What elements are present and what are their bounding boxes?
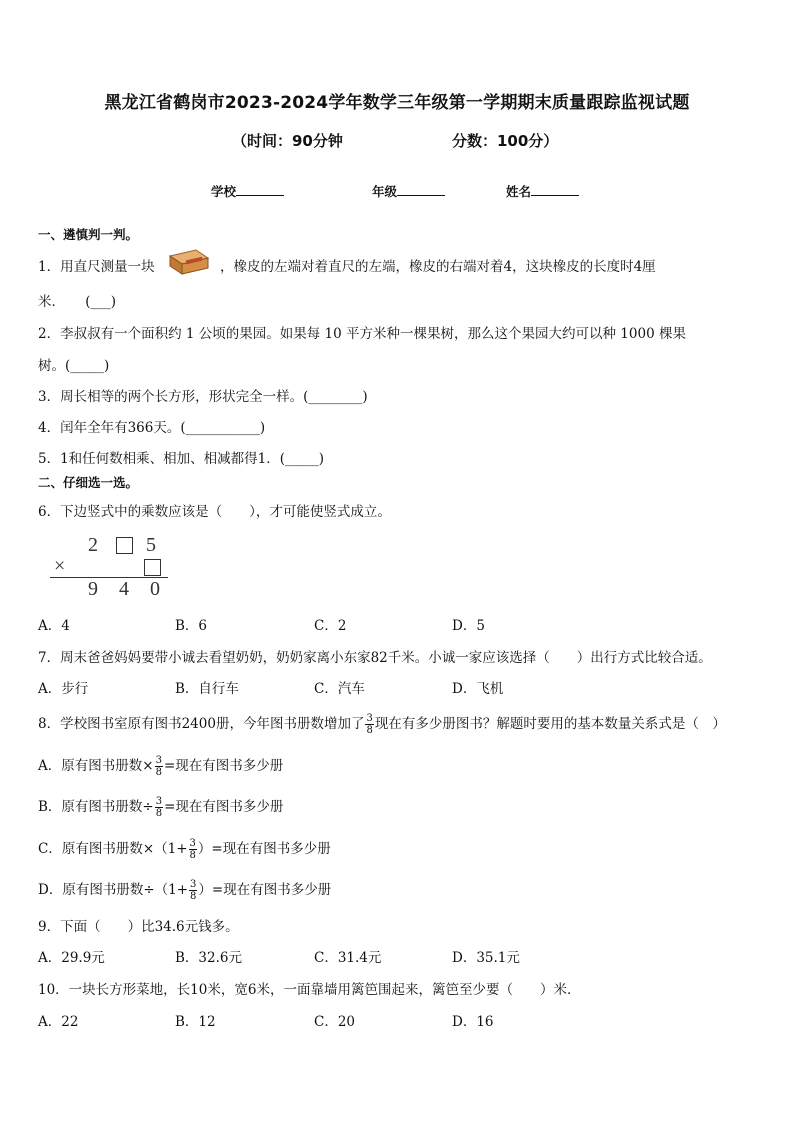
q10-option-a[interactable]: A．22 [38,1014,79,1030]
q8-a-post: =现在有图书多少册 [163,758,284,774]
question-1-line2: 米． (___) [38,294,117,310]
q9-option-d[interactable]: D．35.1元 [452,950,520,966]
school-label: 学校 [211,184,237,199]
blank-box-top [116,537,133,554]
question-8-stem [38,712,726,736]
q8-option-a[interactable] [38,754,283,778]
school-blank [236,183,284,196]
question-2-line2: 树。(_____) [38,358,110,374]
section-judge-heading: 一、遴慎判一判。 [38,227,139,242]
section-choice-heading: 二、仔细选一选。 [38,475,139,490]
grade-blank [397,183,445,196]
q9-option-a[interactable]: A．29.9元 [38,950,105,966]
q8-b-post: =现在有图书多少册 [164,799,284,815]
question-4: 4．闰年全年有366天。(___________) [38,420,266,436]
vertical-multiplication [40,530,180,600]
q10-option-c[interactable]: C．20 [314,1014,356,1030]
q7-option-a[interactable]: A．步行 [38,681,89,697]
q8-option-c[interactable] [38,837,331,861]
q8-d-pre: D．原有图书册数÷（1+ [38,882,189,898]
name-blank [531,183,579,196]
question-5: 5．1和任何数相乘、相加、相减都得1．(_____) [38,451,325,467]
fraction-three-eighths: $\frac{3}{8}$ [155,796,163,819]
q6-option-b[interactable]: B．6 [175,618,208,634]
q8-stem-before: 8．学校图书室原有图书2400册，今年图书册数增加了 [38,716,365,732]
q7-option-d[interactable]: D．飞机 [452,681,504,697]
digit-2: 2 [88,534,98,556]
q6-option-c[interactable]: C．2 [314,618,347,634]
times-sign: × [54,555,66,577]
question-6-stem: 6．下边竖式中的乘数应该是（ ），才可能使竖式成立。 [38,504,391,520]
fraction-three-eighths: $\frac{3}{8}$ [366,713,373,736]
q7-option-b[interactable]: B．自行车 [175,681,239,697]
fraction-three-eighths: $\frac{3}{8}$ [189,838,196,861]
q8-option-b[interactable] [38,795,283,819]
q8-d-post: ）=现在有图书多少册 [198,882,332,898]
fraction-three-eighths: $\frac{3}{8}$ [155,755,162,778]
q6-option-a[interactable]: A．4 [38,618,70,634]
question-2-line1: 2．李叔叔有一个面积约 1 公顷的果园。如果每 10 平方米种一棵果树，那么这个果园大约可以种 1000 棵果 [38,326,686,342]
q7-option-c[interactable]: C．汽车 [314,681,365,697]
question-3: 3．周长相等的两个长方形，形状完全一样。(________) [38,389,368,405]
exam-time: （时间：90分钟 [232,132,343,150]
name-field [506,182,579,200]
question-9-stem: 9．下面（ ）比34.6元钱多。 [38,919,239,935]
q8-c-pre: C．原有图书册数×（1+ [38,841,188,857]
exam-score: 分数：100分） [452,132,559,150]
exam-title: 黑龙江省鹤岗市2023-2024学年数学三年级第一学期期末质量跟踪监视试题 [104,93,690,113]
school-field [211,182,284,200]
q8-option-d[interactable] [38,878,331,902]
q10-option-b[interactable]: B．12 [175,1014,216,1030]
question-1-start: 1．用直尺测量一块 [38,259,155,275]
question-7-stem: 7．周末爸爸妈妈要带小诚去看望奶奶，奶奶家离小东家82千米。小诚一家应该选择（ ）出行方式比较合适。 [38,650,712,666]
q6-option-d[interactable]: D．5 [452,618,485,634]
blank-box-multiplier [144,559,161,576]
q8-c-post: ）=现在有图书多少册 [197,841,331,857]
name-label: 姓名 [506,184,532,199]
q9-option-c[interactable]: C．31.4元 [314,950,382,966]
grade-field [372,182,445,200]
grade-label: 年级 [372,184,398,199]
question-1-rest: ，橡皮的左端对着直尺的左端，橡皮的右端对着4，这块橡皮的长度时4厘 [220,259,656,275]
q9-option-b[interactable]: B．32.6元 [175,950,242,966]
q10-option-d[interactable]: D．16 [452,1014,494,1030]
question-10-stem: 10．一块长方形菜地，长10米，宽6米，一面靠墙用篱笆围起来，篱笆至少要（ ）米． [38,982,581,998]
q8-b-pre: B．原有图书册数÷ [38,799,154,815]
fraction-three-eighths: $\frac{3}{8}$ [190,879,197,902]
q8-stem-after: 现在有多少册图书？解题时要用的基本数量关系式是（ ） [374,716,726,732]
q8-a-pre: A．原有图书册数× [38,758,154,774]
digit-5: 5 [146,534,156,556]
eraser-icon [166,246,210,276]
product-digits: 9 4 0 [88,578,168,600]
